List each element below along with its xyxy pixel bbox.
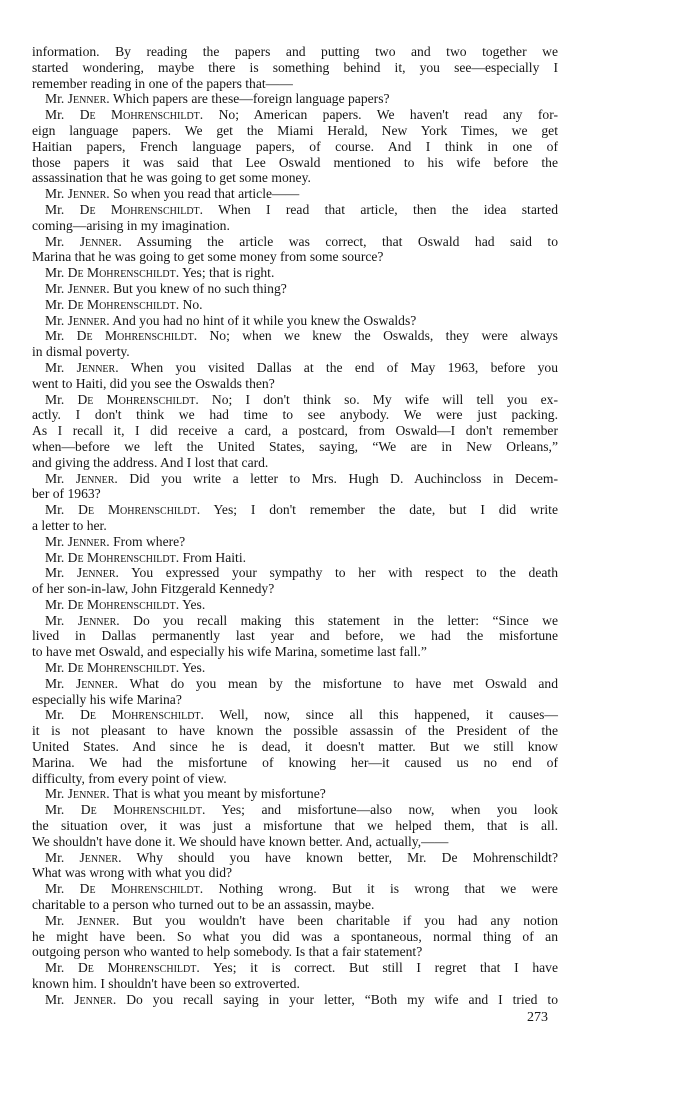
line-text: United States. And since he is dead, it doesn't matter. But we still know — [32, 739, 558, 755]
text-line — [32, 328, 558, 344]
speaker-prefix: Mr. — [45, 802, 81, 818]
speaker-name: Jenner. — [76, 359, 119, 375]
text-line — [32, 755, 558, 771]
speaker-prefix: Mr. — [45, 201, 80, 217]
speaker-prefix: Mr. — [45, 912, 78, 928]
line-text: charitable to a person who turned out to be an assassin, maybe. — [32, 897, 375, 913]
text-line — [32, 249, 558, 265]
speaker-prefix: Mr. — [45, 565, 77, 581]
testimony-paragraph — [32, 281, 558, 297]
text-line — [32, 486, 558, 502]
testimony-paragraph — [32, 107, 558, 186]
text-line — [32, 76, 558, 92]
speaker-name: Jenner. — [75, 675, 119, 691]
speaker-label — [45, 565, 119, 580]
line-text: We shouldn't have done it. We should have known better. And, actually,—— — [32, 833, 449, 849]
testimony-paragraph — [32, 992, 558, 1008]
speaker-name: De Mohrenschildt. — [78, 502, 201, 518]
speaker-prefix: Mr. — [45, 328, 77, 344]
speaker-label — [45, 534, 110, 549]
speaker-name: Jenner. — [67, 280, 110, 296]
text-line — [32, 960, 558, 976]
testimony-paragraph — [32, 502, 558, 534]
line-text: ber of 1963? — [32, 486, 101, 502]
line-text: Haitian papers, French language papers, of course. And I think in one of — [32, 138, 558, 154]
line-text: actly. I don't think we had time to see anybody. We were just packing. — [32, 407, 558, 423]
text-line — [32, 534, 558, 550]
speaker-name: De Mohrenschildt. — [79, 201, 204, 217]
testimony-text — [32, 44, 558, 1008]
text-line — [32, 644, 558, 660]
text-line — [32, 186, 558, 202]
speaker-name: Jenner. — [77, 612, 120, 628]
text-line — [32, 155, 558, 171]
speaker-label — [45, 91, 110, 106]
line-text: When I read that article, then the idea started — [218, 201, 558, 217]
text-line — [32, 360, 558, 376]
speaker-label — [45, 597, 179, 612]
text-line — [32, 123, 558, 139]
speaker-label — [45, 265, 179, 280]
speaker-prefix: Mr. — [45, 991, 75, 1007]
speaker-name: Jenner. — [74, 991, 117, 1007]
testimony-paragraph — [32, 881, 558, 913]
testimony-paragraph — [32, 850, 558, 882]
speaker-prefix: Mr. — [45, 707, 81, 723]
speaker-label — [45, 992, 116, 1007]
speaker-prefix: Mr. — [45, 107, 80, 123]
line-text: lived in Dallas permanently last year and before, we had the misfortune — [32, 628, 558, 644]
speaker-name: De Mohrenschildt. — [76, 328, 198, 344]
text-line — [32, 471, 558, 487]
line-text: No. — [182, 296, 203, 312]
testimony-paragraph — [32, 707, 558, 786]
text-line — [32, 60, 558, 76]
speaker-label — [45, 234, 122, 249]
speaker-name: Jenner. — [79, 233, 122, 249]
line-text: Why should you have known better, Mr. De Mohrenschildt? — [136, 849, 558, 865]
speaker-label — [45, 881, 203, 896]
speaker-name: Jenner. — [67, 91, 110, 107]
speaker-prefix: Mr. — [45, 233, 80, 249]
speaker-label — [45, 707, 204, 722]
speaker-label — [45, 392, 199, 407]
text-line — [32, 660, 558, 676]
line-text: So when you read that article—— — [113, 186, 300, 202]
line-text: a letter to her. — [32, 517, 107, 533]
testimony-paragraph — [32, 392, 558, 471]
text-line — [32, 865, 558, 881]
text-line — [32, 313, 558, 329]
speaker-name: De Mohrenschildt. — [80, 707, 204, 723]
speaker-prefix: Mr. — [45, 881, 80, 897]
speaker-prefix: Mr. — [45, 596, 68, 612]
text-line — [32, 344, 558, 360]
speaker-label — [45, 360, 119, 375]
testimony-paragraph — [32, 328, 558, 360]
speaker-prefix: Mr. — [45, 391, 78, 407]
line-text: Marina. We had the misfortune of knowing her—it caused us no end of — [32, 754, 558, 770]
speaker-name: De Mohrenschildt. — [77, 391, 199, 407]
text-line — [32, 565, 558, 581]
testimony-paragraph — [32, 265, 558, 281]
text-line — [32, 992, 558, 1008]
line-text: started wondering, maybe there is something behind it, you see—especially I — [32, 59, 558, 75]
text-line — [32, 692, 558, 708]
line-text: Yes; it is correct. But still I regret that I have — [212, 960, 558, 976]
line-text: From where? — [113, 533, 186, 549]
line-text: it is not pleasant to have known the possible assassin of the President of the — [32, 723, 558, 739]
speaker-prefix: Mr. — [45, 549, 68, 565]
testimony-paragraph — [32, 786, 558, 802]
text-line — [32, 265, 558, 281]
line-text: Yes. — [182, 596, 206, 612]
testimony-paragraph — [32, 91, 558, 107]
text-line — [32, 518, 558, 534]
line-text: assassination that he was going to get some money. — [32, 170, 311, 186]
testimony-paragraph — [32, 802, 558, 849]
speaker-prefix: Mr. — [45, 296, 68, 312]
testimony-paragraph — [32, 613, 558, 660]
testimony-paragraph — [32, 44, 558, 91]
speaker-prefix: Mr. — [45, 91, 68, 107]
speaker-prefix: Mr. — [45, 612, 78, 628]
speaker-name: De Mohrenschildt. — [67, 660, 180, 676]
line-text: those papers it was said that Lee Oswald mentioned to his wife before the — [32, 154, 558, 170]
line-text: the situation over, it was just a misfortune that we helped them, that is all. — [32, 818, 558, 834]
line-text: Marina that he was going to get some money from some source? — [32, 249, 384, 265]
speaker-name: Jenner. — [77, 912, 120, 928]
text-line — [32, 613, 558, 629]
line-text: Did you write a letter to Mrs. Hugh D. Auchincloss in Decem- — [129, 470, 558, 486]
testimony-paragraph — [32, 565, 558, 597]
text-line — [32, 297, 558, 313]
speaker-label — [45, 960, 200, 975]
line-text: From Haiti. — [182, 549, 246, 565]
speaker-name: Jenner. — [67, 186, 110, 202]
line-text: Yes; and misfortune—also now, when you look — [221, 802, 558, 818]
speaker-prefix: Mr. — [45, 533, 68, 549]
speaker-name: Jenner. — [67, 786, 110, 802]
line-text: Which papers are these—foreign language papers? — [112, 91, 390, 107]
speaker-prefix: Mr. — [45, 359, 77, 375]
text-line — [32, 976, 558, 992]
text-line — [32, 234, 558, 250]
text-line — [32, 929, 558, 945]
speaker-label — [45, 913, 119, 928]
testimony-paragraph — [32, 186, 558, 202]
testimony-paragraph — [32, 597, 558, 613]
speaker-prefix: Mr. — [45, 280, 68, 296]
speaker-label — [45, 502, 200, 517]
text-line — [32, 786, 558, 802]
testimony-paragraph — [32, 313, 558, 329]
line-text: especially his wife Marina? — [32, 691, 182, 707]
speaker-name: Jenner. — [75, 470, 118, 486]
line-text: Do you recall making this statement in the letter: “Since we — [133, 612, 558, 628]
line-text: What do you mean by the misfortune to have met Oswald and — [129, 675, 558, 691]
line-text: Do you recall saying in your letter, “Both my wife and I tried to — [126, 991, 558, 1007]
speaker-label — [45, 850, 122, 865]
speaker-name: Jenner. — [67, 533, 110, 549]
line-text: outgoing person who wanted to help somebody. Is that a fair statement? — [32, 944, 423, 960]
line-text: when—before we left the United States, saying, “We are in New Orleans,” — [32, 438, 558, 454]
text-line — [32, 107, 558, 123]
line-text: And you had no hint of it while you knew the Oswalds? — [112, 312, 417, 328]
speaker-prefix: Mr. — [45, 186, 68, 202]
speaker-prefix: Mr. — [45, 470, 76, 486]
speaker-prefix: Mr. — [45, 786, 68, 802]
speaker-name: De Mohrenschildt. — [67, 549, 180, 565]
speaker-name: De Mohrenschildt. — [77, 960, 200, 976]
line-text: of her son-in-law, John Fitzgerald Kennedy? — [32, 581, 275, 597]
line-text: in dismal poverty. — [32, 344, 130, 360]
testimony-paragraph — [32, 202, 558, 234]
speaker-name: De Mohrenschildt. — [67, 296, 180, 312]
speaker-label — [45, 786, 110, 801]
text-line — [32, 913, 558, 929]
text-line — [32, 723, 558, 739]
text-line — [32, 707, 558, 723]
text-line — [32, 771, 558, 787]
line-text: difficulty, from every point of view. — [32, 770, 227, 786]
text-line — [32, 581, 558, 597]
line-text: What was wrong with what you did? — [32, 865, 233, 881]
text-line — [32, 91, 558, 107]
testimony-paragraph — [32, 550, 558, 566]
text-line — [32, 407, 558, 423]
speaker-label — [45, 660, 179, 675]
text-line — [32, 850, 558, 866]
line-text: coming—arising in my imagination. — [32, 217, 230, 233]
speaker-label — [45, 107, 203, 122]
testimony-paragraph — [32, 297, 558, 313]
text-line — [32, 281, 558, 297]
speaker-name: De Mohrenschildt. — [79, 881, 204, 897]
testimony-paragraph — [32, 660, 558, 676]
speaker-label — [45, 328, 197, 343]
text-line — [32, 139, 558, 155]
text-line — [32, 502, 558, 518]
speaker-label — [45, 186, 110, 201]
speaker-name: Jenner. — [67, 312, 110, 328]
text-line — [32, 376, 558, 392]
text-line — [32, 455, 558, 471]
speaker-label — [45, 550, 179, 565]
speaker-prefix: Mr. — [45, 502, 79, 518]
speaker-name: Jenner. — [79, 849, 122, 865]
line-text: That is what you meant by misfortune? — [112, 786, 326, 802]
line-text: known him. I shouldn't have been so extroverted. — [32, 976, 300, 992]
speaker-label — [45, 202, 203, 217]
testimony-paragraph — [32, 360, 558, 392]
line-text: But you wouldn't have been charitable if you had any notion — [132, 912, 558, 928]
speaker-label — [45, 313, 110, 328]
text-line — [32, 676, 558, 692]
line-text: went to Haiti, did you see the Oswalds then? — [32, 375, 275, 391]
speaker-name: Jenner. — [76, 565, 119, 581]
line-text: Assuming the article was correct, that Oswald had said to — [136, 233, 558, 249]
line-text: eign language papers. We get the Miami Herald, New York Times, we get — [32, 122, 558, 138]
speaker-name: De Mohrenschildt. — [79, 107, 204, 123]
text-line — [32, 597, 558, 613]
text-line — [32, 218, 558, 234]
text-line — [32, 834, 558, 850]
speaker-name: De Mohrenschildt. — [67, 265, 180, 281]
speaker-prefix: Mr. — [45, 675, 76, 691]
testimony-paragraph — [32, 534, 558, 550]
text-line — [32, 944, 558, 960]
text-line — [32, 202, 558, 218]
line-text: remember reading in one of the papers that—— — [32, 75, 293, 91]
testimony-paragraph — [32, 960, 558, 992]
text-line — [32, 423, 558, 439]
speaker-prefix: Mr. — [45, 960, 78, 976]
speaker-name: De Mohrenschildt. — [67, 596, 180, 612]
line-text: information. By reading the papers and putting two and two together we — [32, 44, 558, 59]
line-text: No; American papers. We haven't read any for- — [218, 107, 558, 123]
text-line — [32, 881, 558, 897]
line-text: When you visited Dallas at the end of May 1963, before you — [130, 359, 559, 375]
testimony-paragraph — [32, 676, 558, 708]
testimony-paragraph — [32, 913, 558, 960]
line-text: But you knew of no such thing? — [113, 280, 287, 296]
text-line — [32, 170, 558, 186]
speaker-label — [45, 297, 179, 312]
page-number: 273 — [527, 1010, 548, 1025]
speaker-label — [45, 281, 110, 296]
line-text: Yes. — [182, 660, 206, 676]
line-text: he might have been. So what you did was a spontaneous, normal thing of an — [32, 928, 558, 944]
text-line — [32, 439, 558, 455]
line-text: You expressed your sympathy to her with respect to the death — [131, 565, 558, 581]
speaker-label — [45, 613, 120, 628]
line-text: Nothing wrong. But it is wrong that we were — [218, 881, 558, 897]
speaker-label — [45, 676, 118, 691]
line-text: No; when we knew the Oswalds, they were always — [209, 328, 558, 344]
speaker-prefix: Mr. — [45, 312, 68, 328]
text-line — [32, 897, 558, 913]
speaker-prefix: Mr. — [45, 660, 68, 676]
testimony-paragraph — [32, 234, 558, 266]
speaker-prefix: Mr. — [45, 849, 80, 865]
text-line — [32, 818, 558, 834]
speaker-prefix: Mr. — [45, 265, 68, 281]
speaker-label — [45, 802, 205, 817]
speaker-label — [45, 471, 118, 486]
speaker-name: De Mohrenschildt. — [80, 802, 206, 818]
text-line — [32, 739, 558, 755]
text-line — [32, 392, 558, 408]
text-line — [32, 44, 558, 60]
line-text: and giving the address. And I lost that card. — [32, 454, 269, 470]
line-text: Yes; that is right. — [182, 265, 275, 281]
line-text: Well, now, since all this happened, it causes— — [219, 707, 558, 723]
text-line — [32, 802, 558, 818]
line-text: to have met Oswald, and especially his wife Marina, sometime last fall.” — [32, 644, 427, 660]
testimony-paragraph — [32, 471, 558, 503]
line-text: As I recall it, I did receive a card, a postcard, from Oswald—I don't remember — [32, 423, 558, 439]
text-line — [32, 550, 558, 566]
line-text: Yes; I don't remember the date, but I did write — [213, 502, 558, 518]
line-text: No; I don't think so. My wife will tell you ex- — [211, 391, 558, 407]
text-line — [32, 628, 558, 644]
